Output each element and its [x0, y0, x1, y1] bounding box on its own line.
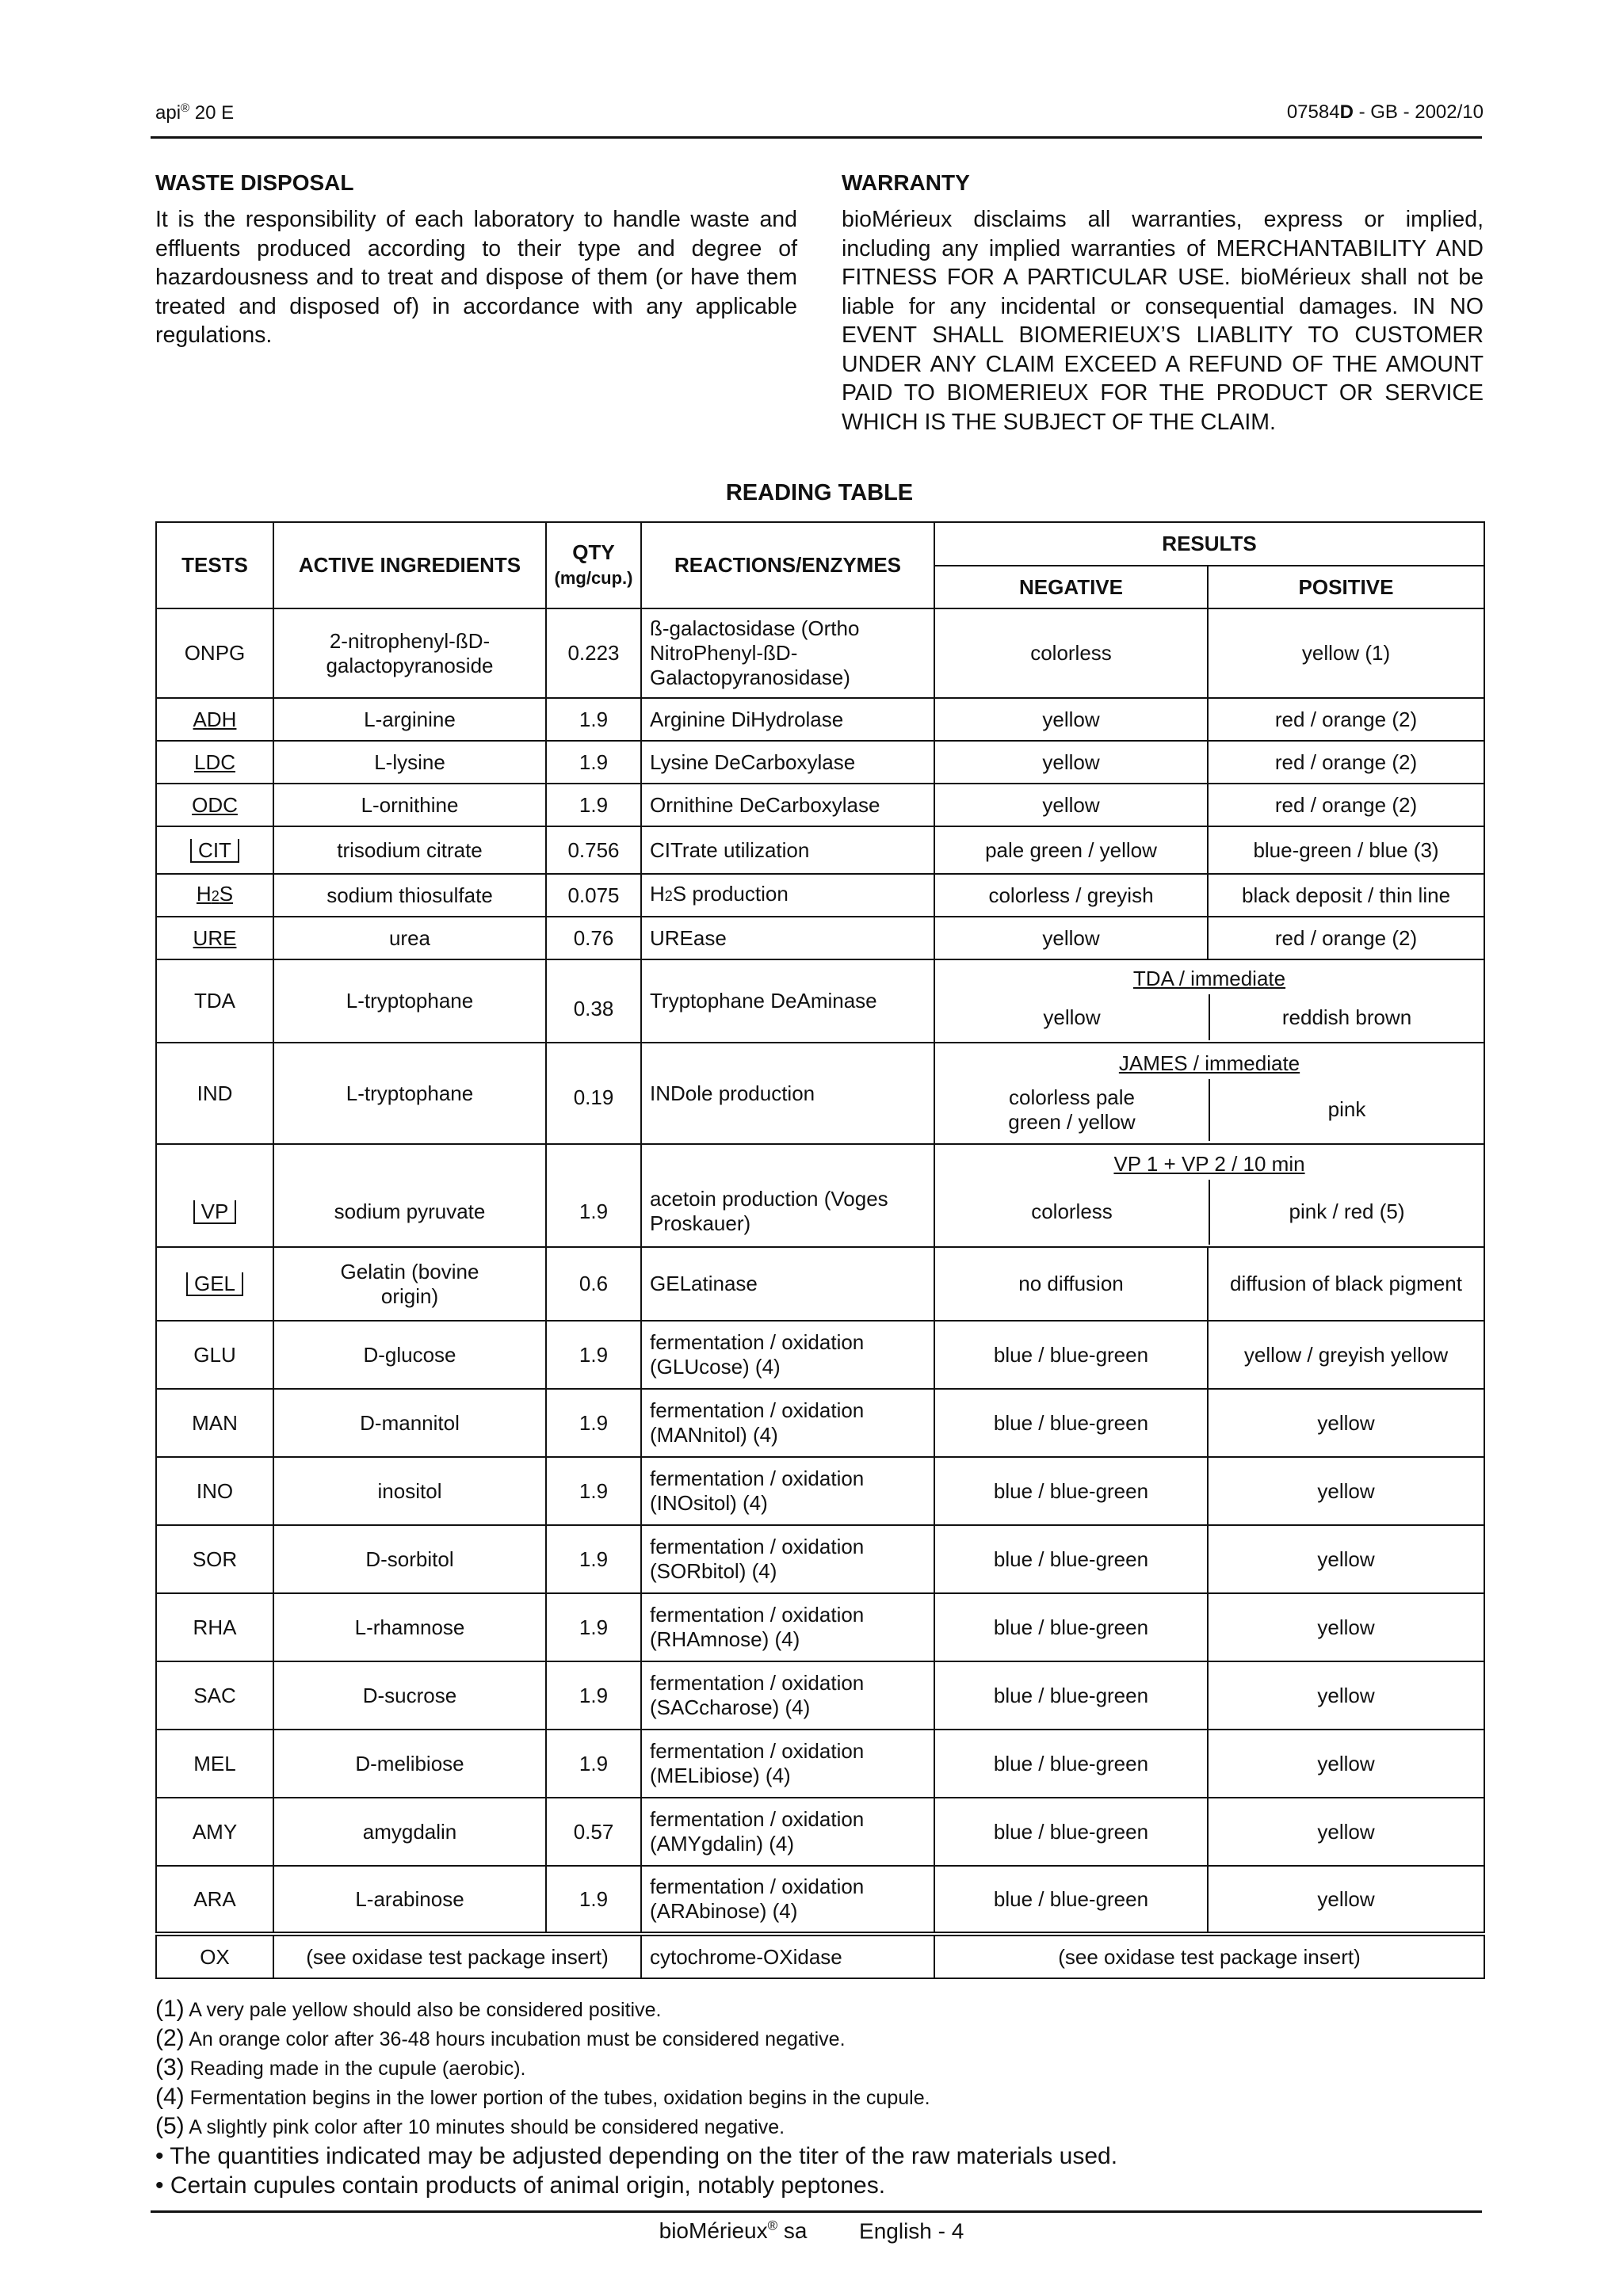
positive-result: red / orange (2)	[1208, 698, 1484, 741]
test-code: OX	[156, 1934, 273, 1978]
active-ingredient: L-ornithine	[273, 784, 546, 826]
positive-result: pink	[1327, 1097, 1366, 1121]
test-code: GEL	[156, 1247, 273, 1321]
header-active-ingredients: ACTIVE INGREDIENTS	[273, 522, 546, 608]
quantity: 1.9	[546, 1593, 641, 1661]
header-qty: QTY (mg/cup.)	[546, 522, 641, 608]
active-ingredient: L-arabinose	[273, 1866, 546, 1934]
quantity: 1.9	[546, 1457, 641, 1525]
positive-result: yellow	[1208, 1525, 1484, 1593]
reading-table	[155, 521, 1485, 1979]
test-code: VP	[156, 1144, 273, 1247]
active-ingredient: (see oxidase test package insert)	[273, 1934, 641, 1978]
active-ingredient: D-glucose	[273, 1321, 546, 1389]
test-code: TDA	[156, 959, 273, 1043]
bullet-note: • Certain cupules contain products of animal origin, notably peptones.	[155, 2172, 886, 2199]
positive-result: yellow	[1208, 1389, 1484, 1457]
table-row	[156, 1525, 1484, 1593]
header-tests: TESTS	[156, 522, 273, 608]
negative-result: blue / blue-green	[934, 1389, 1208, 1457]
active-ingredient: D-sorbitol	[273, 1525, 546, 1593]
table-row	[156, 959, 1484, 1043]
warranty-section	[842, 170, 1484, 437]
reaction: fermentation / oxidation (ARAbinose) (4)	[641, 1866, 934, 1934]
intro-columns	[155, 170, 1484, 437]
quantity: 1.9	[546, 784, 641, 826]
reaction: cytochrome-OXidase	[641, 1934, 934, 1978]
quantity: 0.223	[546, 608, 641, 698]
reaction: fermentation / oxidation (MANnitol) (4)	[641, 1389, 934, 1457]
test-code: SOR	[156, 1525, 273, 1593]
active-ingredient: L-rhamnose	[273, 1593, 546, 1661]
bullet-note: • The quantities indicated may be adjusted depending on the titer of the raw materials used.	[155, 2143, 1118, 2169]
header-reactions: REACTIONS/ENZYMES	[641, 522, 934, 608]
header-rule	[151, 136, 1482, 139]
reaction: fermentation / oxidation (SORbitol) (4)	[641, 1525, 934, 1593]
page-header	[155, 101, 1484, 124]
active-ingredient: inositol	[273, 1457, 546, 1525]
quantity: 0.38	[546, 959, 641, 1043]
table-row	[156, 1593, 1484, 1661]
active-ingredient: L-tryptophane	[273, 1043, 546, 1144]
warranty-text: bioMérieux disclaims all warranties, express or implied, including any implied warranties of MERCHANTABILITY AND FITNESS FOR A PARTICULAR USE. bioMérieux shall not be liable for any incidental or consequential damages. IN NO EVENT SHALL BIOMERIEUX’S LIABLITY TO CUSTOMER UNDER ANY CLAIM EXCEED A REFUND OF THE AMOUNT PAID TO BIOMERIEUX FOR THE PRODUCT OR SERVICE WHICH IS THE SUBJECT OF THE CLAIM.	[842, 207, 1484, 435]
positive-result: pink / red (5)	[1289, 1199, 1405, 1223]
page-footer	[0, 2218, 1623, 2244]
table-row	[156, 1661, 1484, 1730]
reading-table-title: READING TABLE	[725, 480, 914, 505]
reagent-condition: TDA / immediate	[1132, 967, 1286, 990]
active-ingredient: L-arginine	[273, 698, 546, 741]
reaction: H2S production	[641, 874, 934, 917]
negative-result: blue / blue-green	[934, 1866, 1208, 1934]
ind-results	[934, 1043, 1484, 1144]
table-row	[156, 698, 1484, 741]
test-code: ODC	[156, 784, 273, 826]
negative-result: yellow	[934, 917, 1208, 959]
quantity: 0.6	[546, 1247, 641, 1321]
table-row	[156, 741, 1484, 784]
header-negative: NEGATIVE	[934, 566, 1208, 608]
active-ingredient: L-lysine	[273, 741, 546, 784]
document-reference: 07584D - GB - 2002/10	[1286, 101, 1484, 123]
positive-result: yellow	[1208, 1593, 1484, 1661]
negative-result: colorless pale green / yellow	[935, 1079, 1210, 1141]
positive-result: yellow	[1208, 1457, 1484, 1525]
table-row	[156, 1798, 1484, 1866]
quantity: 0.075	[546, 874, 641, 917]
reaction: Lysine DeCarboxylase	[641, 741, 934, 784]
negative-result: yellow	[934, 698, 1208, 741]
reaction: fermentation / oxidation (GLUcose) (4)	[641, 1321, 934, 1389]
negative-result: pale green / yellow	[934, 826, 1208, 874]
positive-result: reddish brown	[1281, 1005, 1412, 1029]
table-row	[156, 1934, 1484, 1978]
footnote: (5) A slightly pink color after 10 minutes should be considered negative.	[155, 2113, 785, 2139]
positive-result: blue-green / blue (3)	[1208, 826, 1484, 874]
result: (see oxidase test package insert)	[934, 1934, 1484, 1978]
positive-result: yellow	[1208, 1866, 1484, 1934]
test-code: MAN	[156, 1389, 273, 1457]
positive-result: yellow	[1208, 1661, 1484, 1730]
quantity: 0.756	[546, 826, 641, 874]
vp-results	[934, 1144, 1484, 1247]
active-ingredient: Gelatin (bovine origin)	[273, 1247, 546, 1321]
positive-result: yellow	[1208, 1798, 1484, 1866]
test-code: MEL	[156, 1730, 273, 1798]
footer-rule	[151, 2210, 1482, 2213]
tda-results	[934, 959, 1484, 1043]
table-row	[156, 608, 1484, 698]
quantity: 0.19	[546, 1043, 641, 1144]
test-code: AMY	[156, 1798, 273, 1866]
positive-result: red / orange (2)	[1208, 741, 1484, 784]
table-row	[156, 1321, 1484, 1389]
reaction: GELatinase	[641, 1247, 934, 1321]
active-ingredient: L-tryptophane	[273, 959, 546, 1043]
test-code: URE	[156, 917, 273, 959]
negative-result: blue / blue-green	[934, 1457, 1208, 1525]
page-number: English - 4	[859, 2218, 964, 2244]
quantity: 1.9	[546, 698, 641, 741]
quantity: 1.9	[546, 1730, 641, 1798]
table-row	[156, 1389, 1484, 1457]
warranty-title: WARRANTY	[842, 170, 970, 195]
quantity: 1.9	[546, 1866, 641, 1934]
waste-disposal-title: WASTE DISPOSAL	[155, 170, 354, 195]
positive-result: yellow / greyish yellow	[1208, 1321, 1484, 1389]
positive-result: black deposit / thin line	[1208, 874, 1484, 917]
negative-result: colorless	[935, 1180, 1210, 1245]
reaction: Ornithine DeCarboxylase	[641, 784, 934, 826]
negative-result: yellow	[934, 741, 1208, 784]
reaction: CITrate utilization	[641, 826, 934, 874]
negative-result: colorless	[934, 608, 1208, 698]
company-name: bioMérieux® sa	[659, 2218, 808, 2244]
reaction: acetoin production (Voges Proskauer)	[641, 1144, 934, 1247]
active-ingredient: trisodium citrate	[273, 826, 546, 874]
active-ingredient: D-sucrose	[273, 1661, 546, 1730]
negative-result: yellow	[935, 994, 1210, 1040]
reaction: fermentation / oxidation (MELibiose) (4)	[641, 1730, 934, 1798]
footnote: (2) An orange color after 36-48 hours incubation must be considered negative.	[155, 2025, 846, 2051]
reaction: ß-galactosidase (Ortho NitroPhenyl-ßD-Galactopyranosidase)	[641, 608, 934, 698]
positive-result: red / orange (2)	[1208, 784, 1484, 826]
table-row	[156, 1457, 1484, 1525]
reaction: fermentation / oxidation (INOsitol) (4)	[641, 1457, 934, 1525]
active-ingredient: amygdalin	[273, 1798, 546, 1866]
table-row	[156, 784, 1484, 826]
negative-result: blue / blue-green	[934, 1525, 1208, 1593]
negative-result: blue / blue-green	[934, 1730, 1208, 1798]
positive-result: yellow (1)	[1208, 608, 1484, 698]
test-code: INO	[156, 1457, 273, 1525]
test-code: SAC	[156, 1661, 273, 1730]
quantity: 1.9	[546, 1525, 641, 1593]
table-row	[156, 1247, 1484, 1321]
reaction: Arginine DiHydrolase	[641, 698, 934, 741]
header-row	[156, 522, 1484, 566]
positive-result: diffusion of black pigment	[1208, 1247, 1484, 1321]
footnote: (3) Reading made in the cupule (aerobic).	[155, 2054, 526, 2081]
waste-disposal-section	[155, 170, 797, 437]
test-code: GLU	[156, 1321, 273, 1389]
header-positive: POSITIVE	[1208, 566, 1484, 608]
active-ingredient: urea	[273, 917, 546, 959]
negative-result: blue / blue-green	[934, 1593, 1208, 1661]
test-code: ARA	[156, 1866, 273, 1934]
positive-result: red / orange (2)	[1208, 917, 1484, 959]
header-results: RESULTS	[934, 522, 1484, 566]
footnote: (1) A very pale yellow should also be considered positive.	[155, 1996, 662, 2022]
reaction: UREase	[641, 917, 934, 959]
negative-result: yellow	[934, 784, 1208, 826]
quantity: 1.9	[546, 1661, 641, 1730]
reagent-condition: JAMES / immediate	[1118, 1051, 1300, 1075]
quantity: 1.9	[546, 1389, 641, 1457]
reaction: Tryptophane DeAminase	[641, 959, 934, 1043]
table-row	[156, 874, 1484, 917]
negative-result: colorless / greyish	[934, 874, 1208, 917]
active-ingredient: D-mannitol	[273, 1389, 546, 1457]
reagent-condition: VP 1 + VP 2 / 10 min	[1113, 1151, 1305, 1176]
negative-result: blue / blue-green	[934, 1321, 1208, 1389]
table-row	[156, 1043, 1484, 1144]
quantity: 1.9	[546, 1144, 641, 1247]
quantity: 1.9	[546, 741, 641, 784]
table-row	[156, 1866, 1484, 1934]
table-row	[156, 1144, 1484, 1247]
test-code: ADH	[156, 698, 273, 741]
test-code: LDC	[156, 741, 273, 784]
test-code: RHA	[156, 1593, 273, 1661]
table-row	[156, 917, 1484, 959]
active-ingredient: sodium pyruvate	[273, 1144, 546, 1247]
negative-result: blue / blue-green	[934, 1661, 1208, 1730]
footnotes	[155, 1995, 1484, 2200]
positive-result: yellow	[1208, 1730, 1484, 1798]
footnote: (4) Fermentation begins in the lower portion of the tubes, oxidation begins in the cupule.	[155, 2084, 930, 2110]
test-code: H2S	[156, 874, 273, 917]
quantity: 0.57	[546, 1798, 641, 1866]
negative-result: no diffusion	[934, 1247, 1208, 1321]
reaction: fermentation / oxidation (AMYgdalin) (4)	[641, 1798, 934, 1866]
active-ingredient: D-melibiose	[273, 1730, 546, 1798]
table-row	[156, 826, 1484, 874]
quantity: 1.9	[546, 1321, 641, 1389]
waste-disposal-text: It is the responsibility of each laboratory to handle waste and effluents produced according to their type and degree of hazardousness and to treat and dispose of them (or have them treated and disposed of) in accordance with any applicable regulations.	[155, 207, 797, 348]
quantity: 0.76	[546, 917, 641, 959]
negative-result: blue / blue-green	[934, 1798, 1208, 1866]
reaction: INDole production	[641, 1043, 934, 1144]
test-code: IND	[156, 1043, 273, 1144]
active-ingredient: 2-nitrophenyl-ßD-galactopyranoside	[273, 608, 546, 698]
reaction: fermentation / oxidation (SACcharose) (4)	[641, 1661, 934, 1730]
table-row	[156, 1730, 1484, 1798]
reaction: fermentation / oxidation (RHAmnose) (4)	[641, 1593, 934, 1661]
test-code: CIT	[156, 826, 273, 874]
test-code: ONPG	[156, 608, 273, 698]
product-name: api® 20 E	[155, 101, 235, 124]
active-ingredient: sodium thiosulfate	[273, 874, 546, 917]
